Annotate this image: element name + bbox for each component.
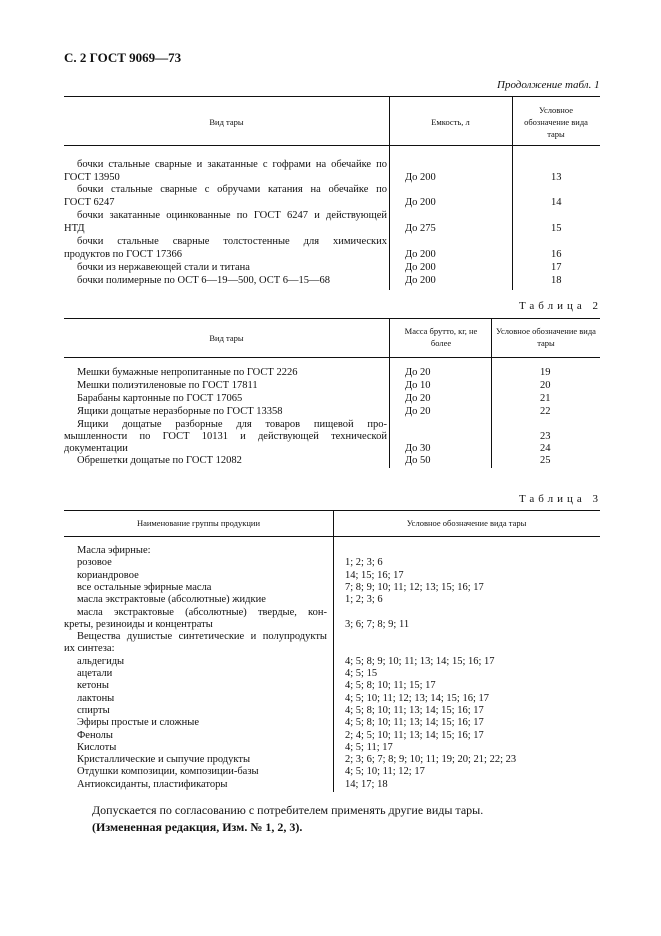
table1-row-code: 16 xyxy=(551,249,562,260)
table2-row-code: 20 xyxy=(540,380,551,391)
table3-row-name: ацетали xyxy=(77,668,113,679)
table1-row-name-line2: НТД xyxy=(64,223,85,234)
table3-row-name: Отдушки композиции, композиции-базы xyxy=(77,766,259,778)
table3-row-code: 4; 5; 8; 10; 11; 15; 17 xyxy=(345,680,436,692)
table2-row-multi-mass: До 30 xyxy=(405,443,431,454)
table3-row-code: 7; 8; 9; 10; 11; 12; 13; 15; 16; 17 xyxy=(345,581,484,593)
table1-row-code: 17 xyxy=(551,262,562,273)
table1-row-name-line1: бочки стальные сварные толстостенные для химических xyxy=(77,236,387,247)
table1-row-capacity: До 200 xyxy=(405,275,436,286)
table1-row-capacity: До 200 xyxy=(405,249,436,260)
table2-title: Таблица 2 xyxy=(518,300,602,312)
table3-row-code: 4; 5; 10; 11; 12; 17 xyxy=(345,766,425,778)
table1-continuation-caption: Продолжение табл. 1 xyxy=(497,79,600,91)
table3-row-name: альдегиды xyxy=(77,655,125,667)
table1-row-name-line1: бочки стальные сварные с обручами катания на обечайке по xyxy=(77,184,387,195)
table1-row-name-line2: продуктов по ГОСТ 17366 xyxy=(64,249,182,260)
table2-row-code: 22 xyxy=(540,406,551,417)
table3-row-code: 1; 2; 3; 6 xyxy=(345,594,383,606)
footer-note: Допускается по согласованию с потребителем применять другие виды тары. xyxy=(92,803,484,817)
table3-row-code: 4; 5; 8; 10; 11; 13; 14; 15; 16; 17 xyxy=(345,704,484,716)
table2-row-code: 19 xyxy=(540,367,551,378)
table3-row-name: кетоны xyxy=(77,680,109,692)
table2-header-rule xyxy=(64,357,600,358)
table3-row-name: креты, резиноиды и концентраты xyxy=(64,618,213,630)
table1-top-rule xyxy=(64,96,600,97)
table3-row-code: 3; 6; 7; 8; 9; 11 xyxy=(345,618,410,630)
table3-row-code: 2; 4; 5; 10; 11; 13; 14; 15; 16; 17 xyxy=(345,729,484,741)
table3-row-name: Вещества душистые синтетические и полупродукты xyxy=(77,631,327,643)
table3-row-name: Кислоты xyxy=(77,741,117,753)
table3-header-group: Наименование группы продукции xyxy=(136,518,261,528)
table3-row-code: 4; 5; 8; 9; 10; 11; 13; 14; 15; 16; 17 xyxy=(345,655,495,667)
table3-row-name: их синтеза: xyxy=(64,643,115,655)
table3-col-divider xyxy=(333,510,334,792)
table3-row-name: масла экстрактовые (абсолютные) твердые, кон- xyxy=(77,606,327,618)
table2-top-rule xyxy=(64,318,600,319)
footer-edition: (Измененная редакция, Изм. № 1, 2, 3). xyxy=(92,820,303,834)
table2-row-multi-line1: Ящики дощатые разборные для товаров пищевой про- xyxy=(77,419,387,430)
table3-row-code: 14; 15; 16; 17 xyxy=(345,569,404,581)
table1-row-code: 15 xyxy=(551,223,562,234)
table2-row-name: Барабаны картонные по ГОСТ 17065 xyxy=(77,393,243,404)
table2-row-mass: До 20 xyxy=(405,406,431,417)
table3-top-rule xyxy=(64,510,600,511)
table3-row-name: Антиоксиданты, пластификаторы xyxy=(77,778,228,790)
table2-row-name: Мешки полиэтиленовые по ГОСТ 17811 xyxy=(77,380,258,391)
table2-row-multi-code-a: 23 xyxy=(540,431,551,442)
table2-header-mass: Масса брутто, кг, не более xyxy=(404,326,478,348)
table1-row-name-line1: бочки из нержавеющей стали и титана xyxy=(77,262,250,273)
table3-row-name: Масла эфирные: xyxy=(77,545,151,556)
table3-row-name: Кристаллические и сыпучие продукты xyxy=(77,754,250,766)
table1-header-code: Условное обозначение вида тары xyxy=(524,105,588,139)
table2-row-multi-line3: документации xyxy=(64,443,128,454)
table1-row-name-line2: ГОСТ 6247 xyxy=(64,197,115,208)
table1-row-name-line1: бочки закатанные оцинкованные по ГОСТ 6247 и действующей xyxy=(77,210,387,221)
table2-col-divider-2 xyxy=(491,318,492,468)
table3-row-code: 2; 3; 6; 7; 8; 9; 10; 11; 19; 20; 21; 22; 23 xyxy=(345,754,517,766)
table3-title: Таблица 3 xyxy=(518,493,602,505)
table3-row-name: розовое xyxy=(77,557,112,569)
table1-row-code: 14 xyxy=(551,197,562,208)
table1-row-capacity: До 275 xyxy=(405,223,436,234)
page-header: С. 2 ГОСТ 9069—73 xyxy=(64,50,182,65)
table3-row-code: 1; 2; 3; 6 xyxy=(345,557,383,569)
table3-row-name: Эфиры простые и сложные xyxy=(77,717,199,729)
table3-row-code: 14; 17; 18 xyxy=(345,778,388,790)
table1-row-capacity: До 200 xyxy=(405,172,436,183)
table1-header-type: Вид тары xyxy=(209,117,244,127)
table1-row-capacity: До 200 xyxy=(405,197,436,208)
table2-row-multi-line2: мышленности по ГОСТ 10131 и действующей технической xyxy=(64,431,387,442)
table3-row-name: спирты xyxy=(77,704,110,716)
table1-row-name-line2: ГОСТ 13950 xyxy=(64,172,120,183)
table3-row-code: 4; 5; 11; 17 xyxy=(345,741,393,753)
table2-row-code: 21 xyxy=(540,393,551,404)
table2-row-last-name: Обрешетки дощатые по ГОСТ 12082 xyxy=(77,455,242,466)
table3-row-name: масла экстрактовые (абсолютные) жидкие xyxy=(77,594,266,606)
table3-row-name: лактоны xyxy=(77,692,115,704)
table2-header-type: Вид тары xyxy=(209,333,244,343)
table2-row-last-mass: До 50 xyxy=(405,455,431,466)
table2-row-last-code: 25 xyxy=(540,455,551,466)
table2-row-name: Ящики дощатые неразборные по ГОСТ 13358 xyxy=(77,406,283,417)
table3-row-name: кориандровое xyxy=(77,569,139,581)
table2-row-multi-code-b: 24 xyxy=(540,443,551,454)
table3-row-code: 4; 5; 8; 10; 11; 13; 14; 15; 16; 17 xyxy=(345,717,484,729)
table3-header-code: Условное обозначение вида тары xyxy=(406,518,527,528)
table3-row-code: 4; 5; 10; 11; 12; 13; 14; 15; 16; 17 xyxy=(345,692,489,704)
table2-col-divider-1 xyxy=(389,318,390,468)
table1-row-capacity: До 200 xyxy=(405,262,436,273)
table1-header-capacity: Емкость, л xyxy=(431,117,470,127)
table2-row-mass: До 10 xyxy=(405,380,431,391)
table1-row-code: 13 xyxy=(551,172,562,183)
table2-row-mass: До 20 xyxy=(405,367,431,378)
table2-row-mass: До 20 xyxy=(405,393,431,404)
table1-row-name-line1: бочки стальные сварные и закатанные с гофрами на обечайке по xyxy=(77,159,387,170)
table2-header-code: Условное обозначение вида тары xyxy=(496,326,596,348)
table1-row-name-line1: бочки полимерные по ОСТ 6—19—500, ОСТ 6—15—68 xyxy=(77,275,331,286)
table2-row-name: Мешки бумажные непропитанные по ГОСТ 2226 xyxy=(77,367,298,378)
table3-row-name: все остальные эфирные масла xyxy=(77,581,212,593)
table1-row-code: 18 xyxy=(551,275,562,286)
table3-row-code: 4; 5; 15 xyxy=(345,668,378,679)
table3-row-name: Фенолы xyxy=(77,729,113,741)
table1-header-rule xyxy=(64,145,600,146)
table1-col-divider-2 xyxy=(512,96,513,290)
table3-header-rule xyxy=(64,536,600,537)
